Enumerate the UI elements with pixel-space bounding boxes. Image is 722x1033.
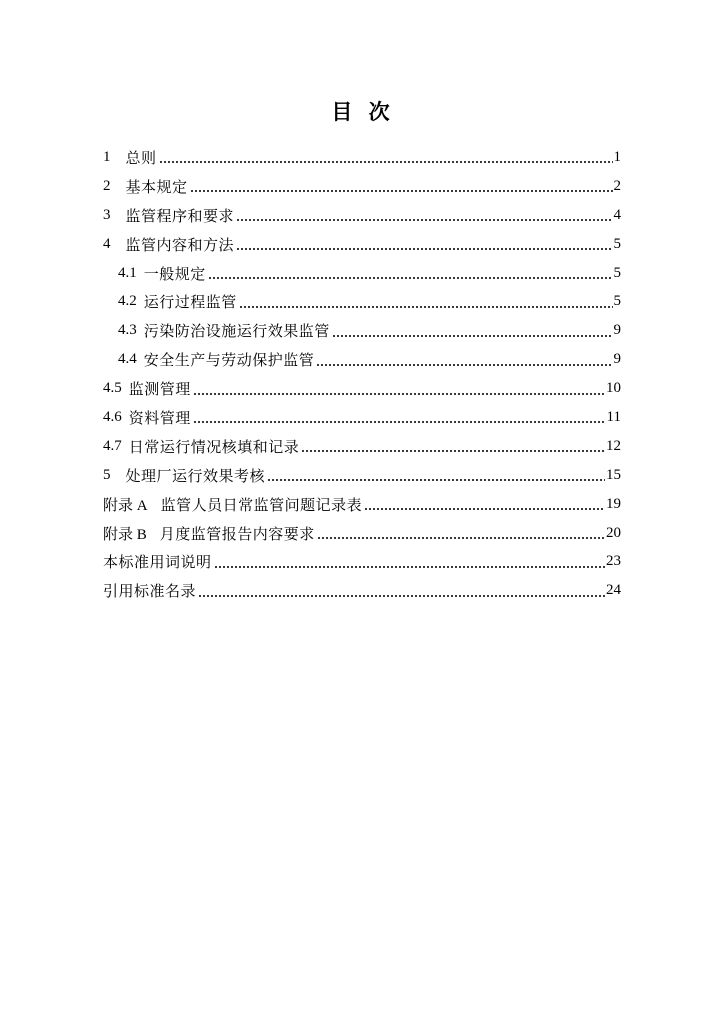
toc-entry-page: 11	[606, 408, 621, 425]
toc-entry-title: 监管人员日常监管问题记录表	[160, 497, 363, 514]
toc-entry-number: 附录 A	[103, 497, 148, 514]
toc-entry-number: 4.2	[118, 293, 137, 310]
toc-entry-title: 污染防治设施运行效果监管	[143, 324, 330, 341]
toc-entry	[103, 461, 621, 490]
page-title: 目 次	[331, 100, 391, 124]
toc-entry-number: 4.4	[118, 351, 137, 368]
toc-entry-number: 4.5	[103, 380, 122, 397]
toc-entry	[103, 490, 621, 519]
toc-entry-title: 总则	[125, 150, 157, 167]
toc-entry-page: 9	[613, 322, 621, 339]
toc-entry-page: 15	[606, 466, 621, 483]
toc-entry-title: 监管内容和方法	[125, 237, 235, 254]
dot-leader	[214, 547, 605, 576]
toc-entry-page: 9	[613, 351, 621, 368]
toc-entry-title: 一般规定	[143, 266, 206, 283]
toc-entry-number: 4.3	[118, 322, 137, 339]
toc-entry-page: 20	[606, 524, 621, 541]
dot-leader	[301, 432, 605, 461]
toc-entry	[103, 172, 621, 201]
dot-leader	[193, 403, 606, 432]
toc-entry-page: 5	[613, 235, 621, 252]
toc-entry-page: 1	[613, 148, 621, 165]
dot-leader	[239, 287, 613, 316]
toc-entry-number: 4	[103, 235, 111, 252]
toc-entry-number: 附录 B	[103, 526, 147, 543]
toc-entry-title: 监测管理	[128, 382, 191, 399]
toc-entry-number: 2	[103, 177, 111, 194]
toc-entry	[103, 432, 621, 461]
dot-leader	[267, 461, 605, 490]
toc-entry-title: 安全生产与劳动保护监管	[143, 353, 315, 370]
toc-entry-title: 月度监管报告内容要求	[159, 526, 315, 543]
toc-entry-page: 19	[606, 495, 621, 512]
dot-leader	[236, 230, 612, 259]
toc-entry	[103, 547, 621, 576]
toc-entry-title: 资料管理	[128, 410, 191, 427]
toc-entry-title: 处理厂运行效果考核	[125, 468, 266, 485]
toc-entry	[103, 201, 621, 230]
toc-entry-number: 5	[103, 466, 111, 483]
toc-entry	[103, 143, 621, 172]
toc-list	[103, 143, 621, 605]
toc-entry-number: 1	[103, 148, 111, 165]
toc-entry-title: 运行过程监管	[143, 295, 237, 312]
toc-entry-page: 24	[606, 582, 621, 599]
toc-entry-page: 10	[606, 380, 621, 397]
toc-entry	[103, 519, 621, 548]
toc-entry-page: 4	[613, 206, 621, 223]
toc-entry	[118, 345, 621, 374]
toc-entry	[103, 230, 621, 259]
toc-entry-page: 5	[613, 293, 621, 310]
toc-entry-page: 12	[606, 437, 621, 454]
dot-leader	[332, 316, 613, 345]
toc-entry	[118, 316, 621, 345]
toc-entry	[103, 576, 621, 605]
toc-entry	[118, 287, 621, 316]
toc-entry-page: 2	[613, 177, 621, 194]
dot-leader	[316, 345, 612, 374]
toc-entry	[103, 403, 621, 432]
toc-entry-title: 引用标准名录	[103, 584, 197, 601]
toc-entry-number: 3	[103, 206, 111, 223]
toc-entry-number: 4.6	[103, 408, 122, 425]
toc-entry-number: 4.7	[103, 437, 122, 454]
toc-entry-title: 日常运行情况核填和记录	[128, 439, 300, 456]
dot-leader	[159, 143, 613, 172]
dot-leader	[198, 576, 605, 605]
toc-entry	[118, 259, 621, 288]
toc-entry-title: 本标准用词说明	[103, 555, 212, 572]
dot-leader	[364, 490, 605, 519]
toc-entry-title: 基本规定	[125, 179, 188, 196]
toc-entry	[103, 374, 621, 403]
dot-leader	[190, 172, 613, 201]
toc-entry-page: 23	[606, 553, 621, 570]
toc-entry-title: 监管程序和要求	[125, 208, 235, 225]
toc-entry-number: 4.1	[118, 264, 137, 281]
dot-leader	[208, 259, 613, 288]
toc-entry-page: 5	[613, 264, 621, 281]
dot-leader	[317, 519, 605, 548]
dot-leader	[193, 374, 605, 403]
dot-leader	[236, 201, 612, 230]
